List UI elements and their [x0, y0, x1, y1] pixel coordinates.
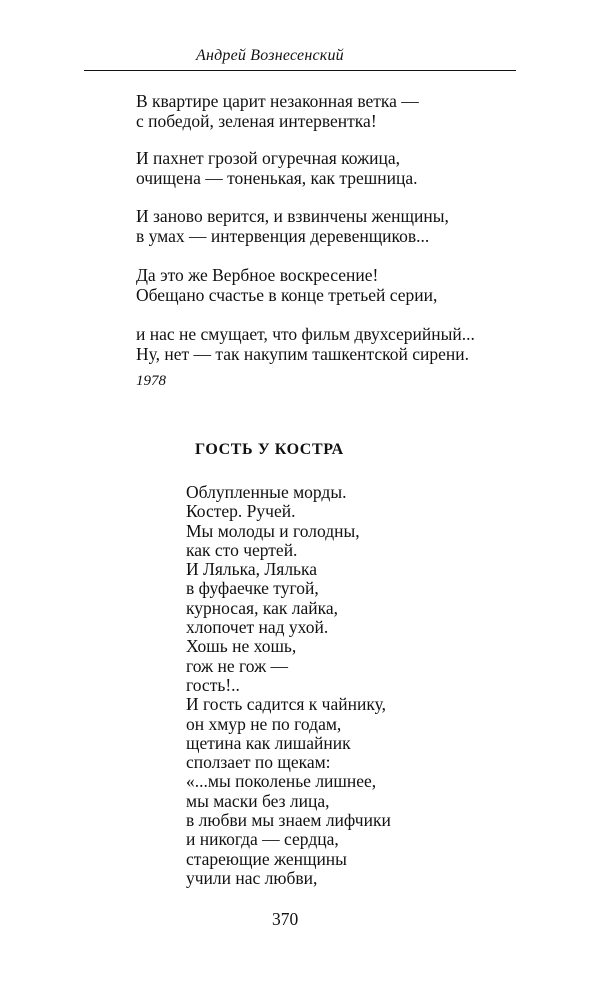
poem-line: курносая, как лайка, [186, 597, 338, 618]
poem1-stanza-2 [136, 148, 418, 188]
page-number: 370 [272, 909, 299, 929]
poem-line: Обещано счастье в конце третьей серии, [136, 285, 438, 305]
poem-line: как сто чертей. [186, 539, 298, 560]
poem-line: хлопочет над ухой. [186, 617, 329, 638]
poem-line: и никогда — сердца, [186, 829, 339, 850]
poem2-body [186, 483, 391, 888]
poem-line: Костер. Ручей. [186, 501, 296, 522]
poem1-stanza-5 [136, 324, 475, 364]
poem-line: сползает по щекам: [186, 752, 331, 773]
poem1-stanza-4 [136, 265, 437, 305]
header-rule [84, 70, 516, 71]
running-header-author: Андрей Вознесенский [196, 47, 344, 64]
poem-line: он хмур не по годам, [186, 713, 342, 734]
poem-line: «...мы поколенье лишнее, [186, 771, 377, 792]
poem-line: очищена — тоненькая, как трешница. [136, 168, 418, 188]
poem1-stanza-1 [136, 91, 419, 131]
poem-line: Хошь не хошь, [186, 636, 297, 657]
poem-line: гость!.. [186, 674, 240, 695]
poem-line: щетина как лишайник [186, 732, 351, 753]
poem-line: Облупленные морды. [186, 482, 347, 502]
poem-line: в умах — интервенция деревенщиков... [136, 226, 430, 246]
poem-line: И Лялька, Лялька [186, 559, 318, 580]
poem-line: И пахнет грозой огуречная кожица, [136, 148, 401, 168]
poem-line: в любви мы знаем лифчики [186, 810, 391, 831]
poem-line: Да это же Вербное воскресение! [136, 265, 379, 285]
poem-line: учили нас любви, [186, 867, 318, 888]
poem-line: И заново верится, и взвинчены женщины, [136, 206, 449, 226]
poem-line: Мы молоды и голодны, [186, 520, 360, 541]
poem-line: В квартире царит незаконная ветка — [136, 91, 419, 111]
poem-line: мы маски без лица, [186, 790, 330, 811]
poem-line: Ну, нет — так накупим ташкентской сирени. [136, 344, 470, 364]
poem-line: с победой, зеленая интервентка! [136, 111, 377, 131]
poem1-stanza-3 [136, 206, 449, 246]
poem-line: И гость садится к чайнику, [186, 694, 386, 715]
poem-title: ГОСТЬ У КОСТРА [195, 441, 344, 458]
poem1-year: 1978 [136, 373, 166, 389]
poem-line: стареющие женщины [186, 848, 347, 869]
poem-line: в фуфаечке тугой, [186, 578, 319, 599]
poem-line: гож не гож — [186, 655, 289, 676]
poem-line: и нас не смущает, что фильм двухсерийный... [136, 324, 475, 344]
